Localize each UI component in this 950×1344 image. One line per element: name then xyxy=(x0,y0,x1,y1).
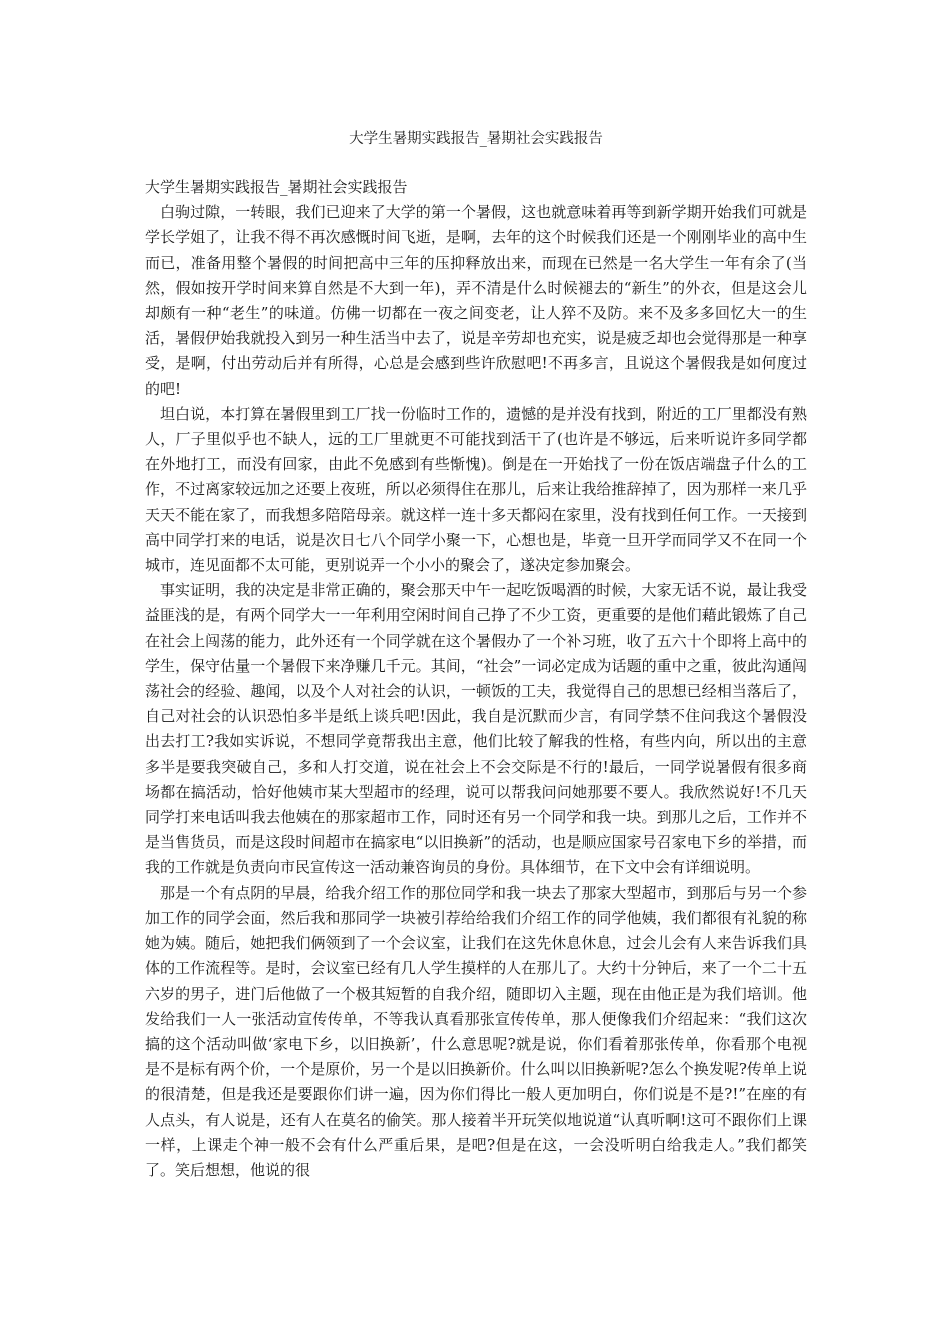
document-title: 大学生暑期实践报告_暑期社会实践报告 xyxy=(349,131,603,147)
document-subtitle: 大学生暑期实践报告_暑期社会实践报告 xyxy=(145,178,408,196)
paragraph: 白驹过隙，一转眼，我们已迎来了大学的第一个暑假，这也就意味着再等到新学期开始我们可就是学长学姐了，让我不得不再次感慨时间飞逝，是啊，去年的这个时候我们还是一个刚刚毕业的高中生而已，准备用整个暑假的时间把高中三年的压抑释放出来，而现在已然是一名大学生一年有余了(当然，假如按开学时间来算自然是不大到一年)，弄不清是什么时候褪去的“新生”的外衣，但是这会儿却颇有一种“老生”的味道。仿佛一切都在一夜之间变老，让人猝不及防。来不及多多回忆大一的生活，暑假伊始我就投入到另一种生活当中去了，说是辛劳却也充实，说是疲乏却也会觉得那是一种享受，是啊，付出劳动后并有所得，心总是会感到些许欣慰吧!不再多言，且说这个暑假我是如何度过的吧! xyxy=(145,203,807,398)
paragraph: 事实证明，我的决定是非常正确的，聚会那天中午一起吃饭喝酒的时候，大家无话不说，最让我受益匪浅的是，有两个同学大一一年利用空闲时间自己挣了不少工资，更重要的是他们藉此锻炼了自己在社会上闯荡的能力，此外还有一个同学就在这个暑假办了一个补习班，收了五六十个即将上高中的学生，保守估量一个暑假下来净赚几千元。其间，“社会”一词必定成为话题的重中之重，彼此沟通闯荡社会的经验、趣闻，以及个人对社会的认识，一顿饭的工夫，我觉得自己的思想已经相当落后了，自己对社会的认识恐怕多半是纸上谈兵吧!因此，我自是沉默而少言，有同学禁不住问我这个暑假没出去打工?我如实诉说，不想同学竟帮我出主意，他们比较了解我的性格，有些内向，所以出的主意多半是要我突破自己，多和人打交道，说在社会上不会交际是不行的!最后，一同学说暑假有很多商场都在搞活动，恰好他姨市某大型超市的经理，说可以帮我问问她那要不要人。我欣然说好!不几天同学打来电话叫我去他姨在的那家超市工作，同时还有另一个同学和我一块。到那儿之后，工作并不是当售货员，而是这段时间超市在搞家电“以旧换新”的活动，也是顺应国家号召家电下乡的举措，而我的工作就是负责向市民宣传这一活动兼咨询员的身份。具体细节，在下文中会有详细说明。 xyxy=(145,581,807,877)
document-body xyxy=(145,175,807,1183)
paragraph: 坦白说，本打算在暑假里到工厂找一份临时工作的，遗憾的是并没有找到，附近的工厂里都没有熟人，厂子里似乎也不缺人，远的工厂里就更不可能找到活干了(也许是不够远，后来听说许多同学都在外地打工，而没有回家，由此不免感到有些惭愧)。倒是在一开始找了一份在饭店端盘子什么的工作，不过离家较远加之还要上夜班，所以必须得住在那儿，后来让我给推辞掉了，因为那样一来几乎天天不能在家了，而我想多陪陪母亲。就这样一连十多天都闷在家里，没有找到任何工作。一天接到高中同学打来的电话，说是次日七八个同学小聚一下，心想也是，毕竟一旦开学而同学又不在同一个城市，连见面都不太可能，更别说弄一个小小的聚会了，遂决定参加聚会。 xyxy=(145,404,807,575)
paragraph: 那是一个有点阴的早晨，给我介绍工作的那位同学和我一块去了那家大型超市，到那后与另一个参加工作的同学会面，然后我和那同学一块被引荐给给我们介绍工作的同学他姨，我们都很有礼貌的称她为姨。随后，她把我们俩领到了一个会议室，让我们在这先休息休息，过会儿会有人来告诉我们具体的工作流程等。是时，会议室已经有几人学生摸样的人在那儿了。大约十分钟后，来了一个二十五六岁的男子，进门后他做了一个极其短暂的自我介绍，随即切入主题，现在由他正是为我们培训。他发给我们一人一张活动宣传传单，不等我认真看那张宣传传单，那人便像我们介绍起来：“我们这次搞的这个活动叫做‘家电下乡，以旧换新’，什么意思呢?就是说，你们看着那张传单，你看那个电视是不是标有两个价，一个是原价，另一个是以旧换新价。什么叫以旧换新呢?怎么个换发呢?传单上说的很清楚，但是我还是要跟你们讲一遍，因为你们得比一般人更加明白，你们说是不是?!”在座的有人点头，有人说是，还有人在莫名的偷笑。那人接着半开玩笑似地说道“认真听啊!这可不跟你们上课一样，上课走个神一般不会有什么严重后果，是吧?但是在这，一会没听明白给我走人。”我们都笑了。笑后想想，他说的很 xyxy=(145,883,807,1179)
